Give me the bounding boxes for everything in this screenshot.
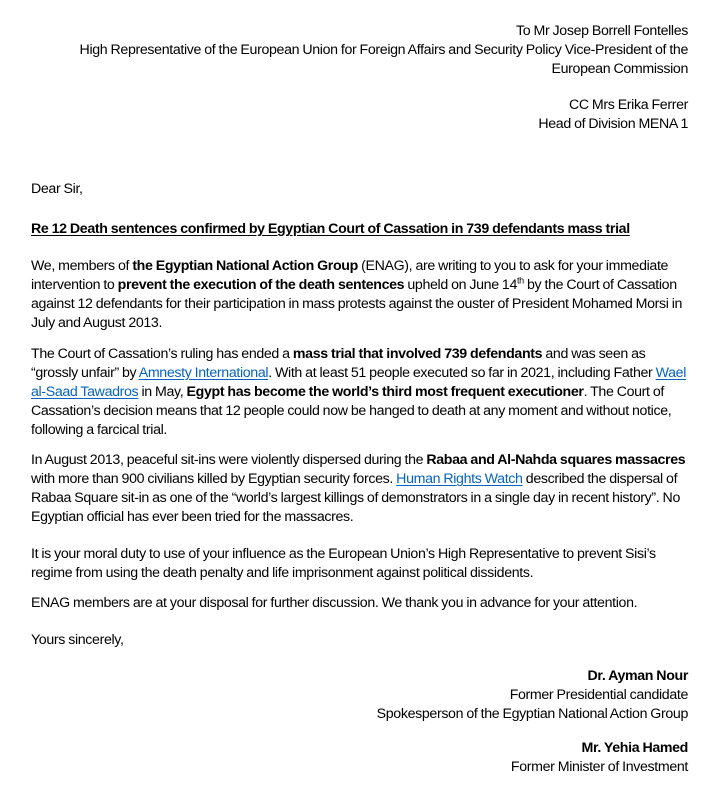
p2-bold-mass-trial: mass trial that involved 739 defendants bbox=[292, 346, 543, 362]
p1-text-3: upheld on June 14 bbox=[404, 277, 518, 293]
recipient-title-line2: European Commission bbox=[551, 61, 688, 77]
p1-bold-enag: the Egyptian National Action Group bbox=[132, 258, 358, 274]
recipient-name: To Mr Josep Borrell Fontelles bbox=[516, 23, 688, 39]
paragraph-rabaa-massacre bbox=[31, 451, 691, 527]
wael-al-saad-tawadros-link[interactable]: Wael al-Saad Tawadros bbox=[31, 365, 687, 400]
subject-line-wrap bbox=[31, 220, 691, 239]
paragraph-intervention-request bbox=[31, 257, 691, 333]
signatory-1-role-1: Former Presidential candidate bbox=[509, 687, 688, 703]
cc-title: Head of Division MENA 1 bbox=[538, 116, 688, 132]
cc-block bbox=[538, 96, 688, 134]
signatory-1-name: Dr. Ayman Nour bbox=[587, 668, 688, 684]
p2-text-2: and was seen as “grossly unfair” by bbox=[31, 346, 646, 381]
signatory-1 bbox=[377, 667, 688, 724]
signatory-2-role-1: Former Minister of Investment bbox=[510, 759, 688, 775]
p3-text-2: with more than 900 civilians killed by Egyptian security forces. bbox=[31, 471, 397, 487]
p2-bold-executioner: Egypt has become the world’s third most frequent executioner bbox=[186, 384, 584, 400]
paragraph-court-ruling bbox=[31, 345, 691, 440]
subject-line: Re 12 Death sentences confirmed by Egyptian Court of Cassation in 739 defendants mass trial bbox=[31, 221, 630, 237]
p3-text-3: described the dispersal of Rabaa Square sit-in as one of the “world’s largest killings of demonstrators in a single day in recent history”. No Egyptian official has ever been tried for the massacres. bbox=[31, 471, 680, 525]
signatory-2-name: Mr. Yehia Hamed bbox=[581, 740, 688, 756]
p2-text-4: in May, bbox=[138, 384, 187, 400]
signatory-1-role-2: Spokesperson of the Egyptian National Action Group bbox=[376, 706, 688, 722]
p1-superscript: th bbox=[517, 275, 524, 286]
human-rights-watch-link[interactable]: Human Rights Watch bbox=[396, 471, 523, 487]
p1-text-4: by the Court of Cassation against 12 defendants for their participation in mass protests against the ouster of President Mohamed Morsi in July and August 2013. bbox=[31, 277, 683, 331]
cc-name: CC Mrs Erika Ferrer bbox=[568, 97, 688, 113]
p3-text-1: In August 2013, peaceful sit-ins were violently dispersed during the bbox=[31, 452, 427, 468]
p2-text-1: The Court of Cassation’s ruling has ended a bbox=[31, 346, 293, 362]
p2-text-5: . The Court of Cassation’s decision means that 12 people could now be hanged to death at any moment and without notice, following a farcical trial. bbox=[31, 384, 672, 438]
salutation: Dear Sir, bbox=[31, 181, 83, 197]
amnesty-international-link[interactable]: Amnesty International bbox=[138, 365, 269, 381]
p1-text-1: We, members of bbox=[31, 258, 133, 274]
p1-bold-prevent: prevent the execution of the death sentences bbox=[117, 277, 405, 293]
recipient-block bbox=[80, 22, 688, 79]
paragraph-moral-duty: It is your moral duty to use of your influence as the European Union’s High Representative to prevent Sisi’s regime from using the death penalty and life imprisonment against political dissidents. bbox=[31, 546, 656, 581]
p3-bold-massacres: Rabaa and Al-Nahda squares massacres bbox=[426, 452, 686, 468]
closing: Yours sincerely, bbox=[31, 632, 124, 648]
p1-text-2: (ENAG), are writing to you to ask for your immediate intervention to bbox=[31, 258, 669, 293]
p2-text-3: . With at least 51 people executed so far in 2021, including Father bbox=[268, 365, 656, 381]
recipient-title-line1: High Representative of the European Union for Foreign Affairs and Security Policy Vice-President of the bbox=[79, 42, 688, 58]
signatory-2 bbox=[511, 739, 688, 777]
paragraph-disposal: ENAG members are at your disposal for further discussion. We thank you in advance for your attention. bbox=[31, 595, 638, 611]
